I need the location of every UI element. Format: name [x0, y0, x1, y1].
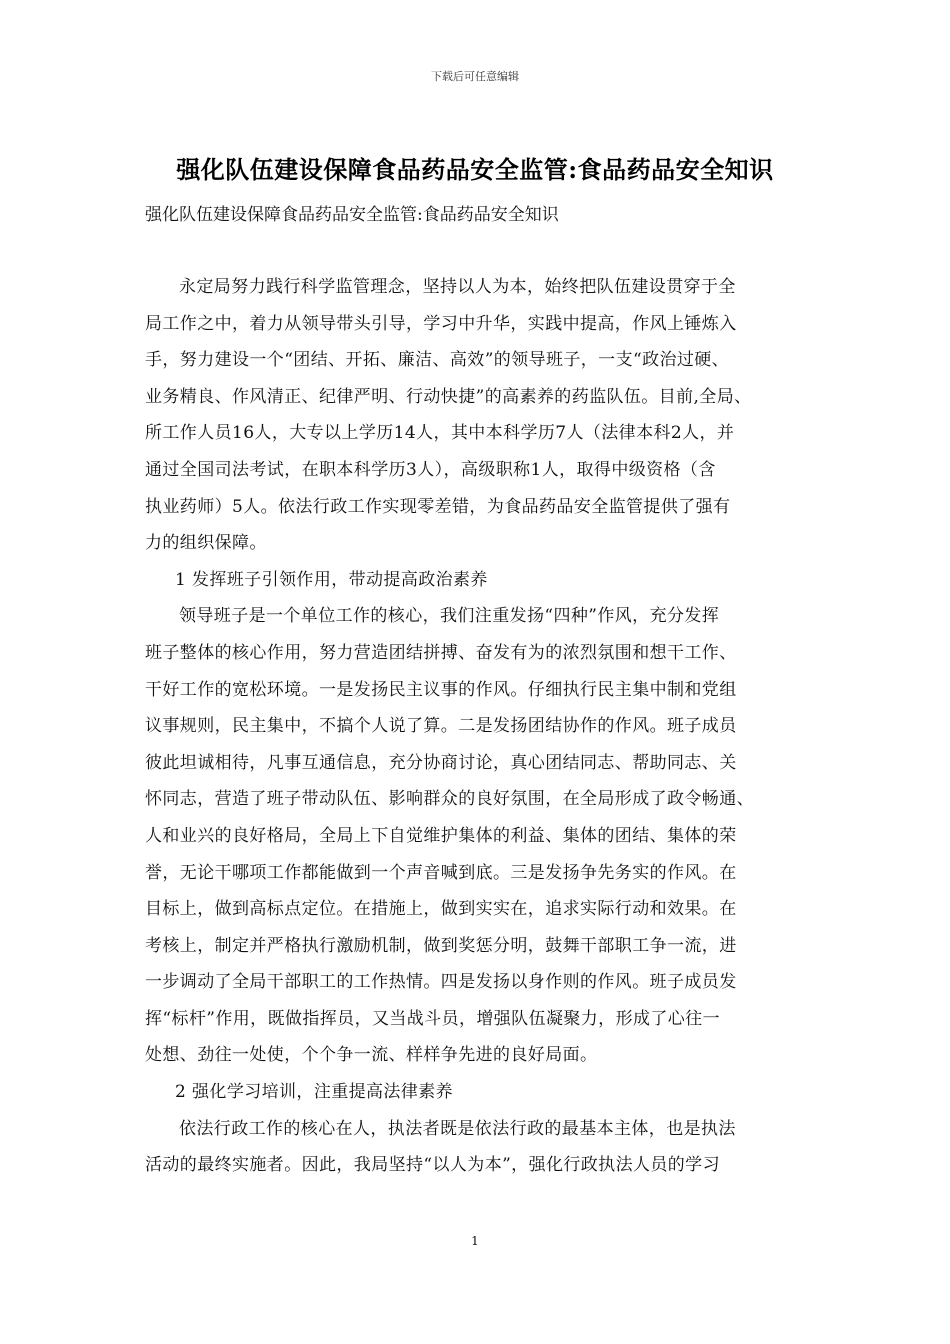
document-title: 强化队伍建设保障食品药品安全监管:食品药品安全知识 — [176, 155, 774, 184]
text-line: 依法行政工作的核心在人，执法者既是依法行政的最基本主体，也是执法 — [179, 1118, 736, 1139]
text-line: 执业药师）5人。依法行政工作实现零差错，为食品药品安全监管提供了强有 — [145, 496, 731, 517]
section-heading: 1 发挥班子引领作用，带动提高政治素养 — [175, 569, 488, 590]
text-line: 通过全国司法考试，在职本科学历3人），高级职称1人，取得中级资格（含 — [145, 459, 716, 480]
text-line: 干好工作的宽松环境。一是发扬民主议事的作风。仔细执行民主集中制和党组 — [145, 679, 737, 700]
text-line: 活动的最终实施者。因此，我局坚持“以人为本”，强化行政执法人员的学习 — [145, 1155, 720, 1176]
text-line: 彼此坦诚相待，凡事互通信息，充分协商讨论，真心团结同志、帮助同志、关 — [145, 752, 737, 773]
text-line: 处想、劲往一处使，个个争一流、样样争先进的良好局面。 — [145, 1045, 598, 1066]
text-line: 人和业兴的良好格局，全局上下自觉维护集体的利益、集体的团结、集体的荣 — [145, 825, 737, 846]
text-line: 班子整体的核心作用，努力营造团结拼搏、奋发有为的浓烈氛围和想干工作、 — [145, 642, 737, 663]
text-line: 领导班子是一个单位工作的核心，我们注重发扬“四种”作风，充分发挥 — [179, 606, 720, 627]
document-body — [145, 272, 807, 1187]
header-note: 下载后可任意编辑 — [431, 70, 519, 83]
section-heading: 2 强化学习培训，注重提高法律素养 — [175, 1082, 454, 1103]
page-number: 1 — [471, 1234, 479, 1248]
text-line: 誉，无论干哪项工作都能做到一个声音喊到底。三是发扬争先务实的作风。在 — [145, 862, 737, 883]
text-line: 挥“标杆”作用，既做指挥员，又当战斗员，增强队伍凝聚力，形成了心往一 — [145, 1008, 720, 1029]
text-line: 怀同志，营造了班子带动队伍、影响群众的良好氛围，在全局形成了政令畅通、 — [145, 789, 754, 810]
document-subtitle: 强化队伍建设保障食品药品安全监管:食品药品安全知识 — [145, 205, 559, 225]
text-line: 议事规则，民主集中，不搞个人说了算。二是发扬团结协作的作风。班子成员 — [145, 716, 737, 737]
text-line: 所工作人员16人，大专以上学历14人，其中本科学历7人（法律本科2人，并 — [145, 423, 735, 444]
text-line: 考核上，制定并严格执行激励机制，做到奖惩分明，鼓舞干部职工争一流，进 — [145, 935, 737, 956]
text-line: 局工作之中，着力从领导带头引导，学习中升华，实践中提高，作风上锤炼入 — [145, 313, 737, 334]
text-line: 一步调动了全局干部职工的工作热情。四是发扬以身作则的作风。班子成员发 — [145, 972, 737, 993]
text-line: 目标上，做到高标点定位。在措施上，做到实实在，追求实际行动和效果。在 — [145, 899, 737, 920]
text-line: 永定局努力践行科学监管理念，坚持以人为本，始终把队伍建设贯穿于全 — [179, 277, 736, 297]
text-line: 业务精良、作风清正、纪律严明、行动快捷”的高素养的药监队伍。目前,全局、 — [145, 386, 752, 407]
text-line: 力的组织保障。 — [145, 533, 267, 554]
text-line: 手，努力建设一个“团结、开拓、廉洁、高效”的领导班子，一支“政治过硬、 — [145, 350, 730, 371]
